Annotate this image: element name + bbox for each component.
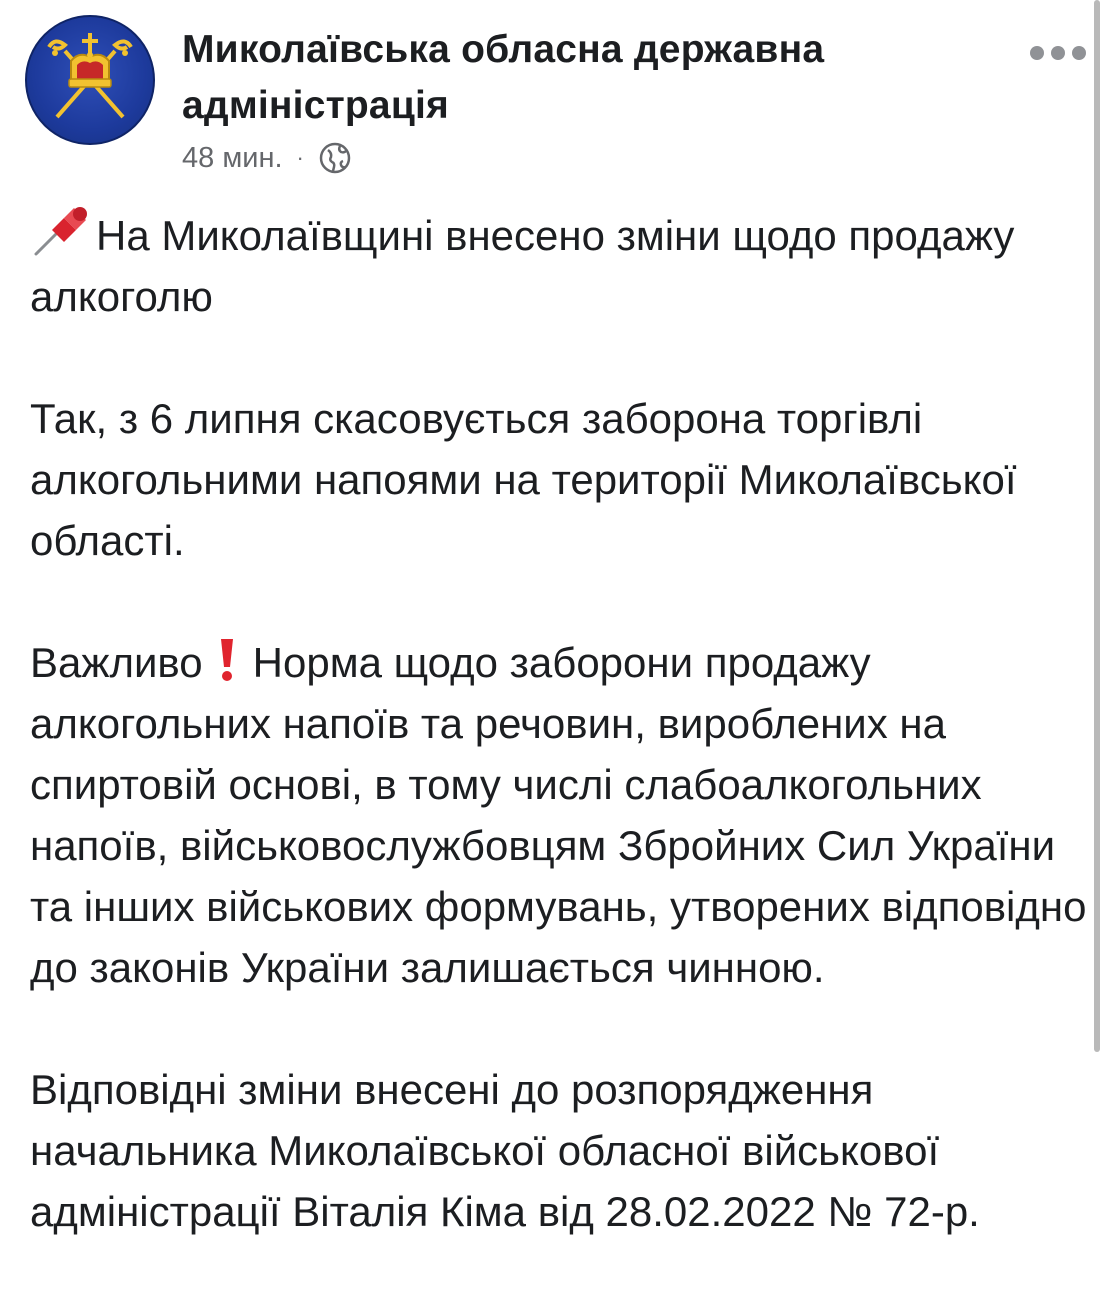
page-avatar[interactable] [25, 15, 155, 145]
post-paragraph-2 [30, 388, 1090, 571]
more-dot [1072, 46, 1086, 60]
post-body [30, 204, 1090, 1303]
globe-icon[interactable] [318, 141, 352, 175]
post-header [0, 0, 1108, 185]
more-dot [1030, 46, 1044, 60]
pushpin-icon [30, 204, 90, 258]
post-text-3: Норма щодо заборони продажу алкогольних напоїв та речовин, вироблених на спиртовій основі, в тому числі слабоалкогольних напоїв, військовослужбовцям Збройних Сил України та інших військових формувань, утворених відповідно до законів України залишається чинною. [30, 639, 1087, 991]
red-exclamation-icon [213, 635, 241, 683]
more-options-button[interactable] [1030, 38, 1086, 68]
post-paragraph-3 [30, 632, 1090, 998]
coat-of-arms-icon [27, 17, 153, 143]
more-dot [1051, 46, 1065, 60]
post-paragraph-4 [30, 1059, 1090, 1242]
scrollbar[interactable] [1094, 0, 1100, 1052]
post-time[interactable]: 48 мин. [182, 141, 283, 174]
post-text-4: Відповідні зміни внесені до розпорядження начальника Миколаївської обласної військової адміністрації Віталія Кіма від 28.02.2022 № 72-р. [30, 1066, 980, 1235]
important-label: Важливо [30, 639, 203, 686]
page-name[interactable]: Миколаївська обласна державна адміністрація [182, 28, 825, 127]
post-text-2: Так, з 6 липня скасовується заборона торгівлі алкогольними напоями на території Миколаївської області. [30, 395, 1017, 564]
meta-separator: · [296, 145, 304, 170]
post-meta [182, 138, 352, 178]
post-paragraph-1 [30, 204, 1090, 327]
post-text-1: На Миколаївщині внесено зміни щодо продажу алкоголю [30, 212, 1015, 320]
